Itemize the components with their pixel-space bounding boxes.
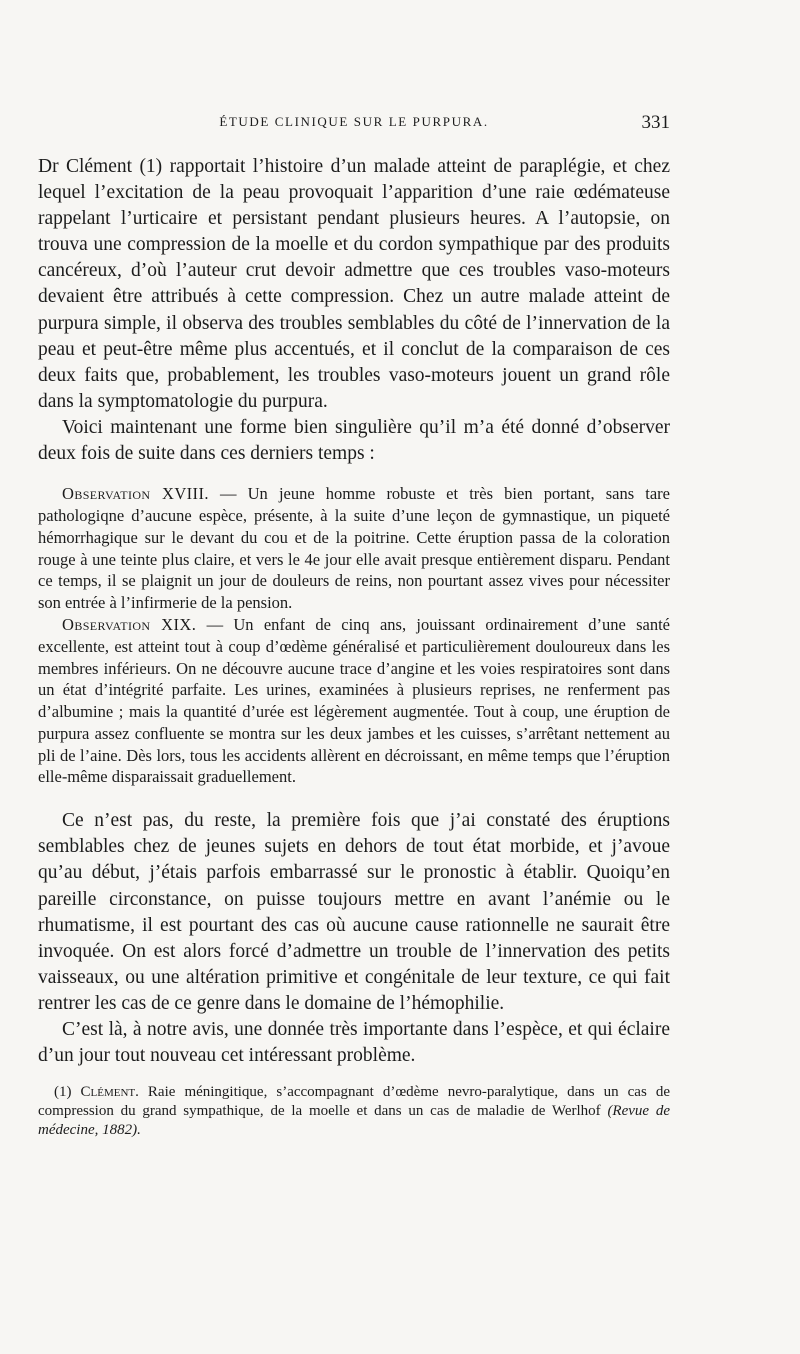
page-number: 331	[641, 112, 670, 133]
paragraph-clement: Dr Clément (1) rapportait l’histoire d’un malade atteint de paraplégie, et chez lequel l’excitation de la peau provoquait l’apparition d’une raie œdémateuse rappelant l’urticaire et persistant pendant plusieurs heures. A l’autopsie, on trouva une compression de la moelle et du cordon sympathique par des produits cancéreux, d’où l’auteur crut devoir admettre que ces troubles vaso-moteurs devaient être attribués à cette compression. Chez un autre malade atteint de purpura simple, il observa des troubles semblables du côté de l’innervation de la peau et peut-être même plus accentués, et il conclut de la comparaison de ces deux faits que, probablement, les troubles vaso-moteurs jouent un grand rôle dans la symptomatologie du purpura.	[38, 156, 670, 412]
observation-xix	[38, 614, 670, 788]
paragraph-conclusion: C’est là, à notre avis, une donnée très importante dans l’espèce, et qui éclaire d’un jour tout nouveau cet intéressant problème.	[38, 1019, 670, 1067]
running-head	[38, 112, 670, 132]
footnote-marker: (1)	[54, 1084, 72, 1101]
observation-xviii	[38, 483, 670, 614]
paragraph-eruptions: Ce n’est pas, du reste, la première fois que j’ai constaté des éruptions semblables chez de jeunes sujets en dehors de tout état morbide, et j’avoue qu’au début, j’étais parfois embarrassé sur le pronostic à établir. Quoiqu’en pareille circonstance, on puisse toujours mettre en avant l’anémie ou le rhumatisme, il est pourtant des cas où aucune cause rationnelle ne saurait être invoquée. On est alors forcé d’admettre un trouble de l’innervation des petits vaisseaux, ou une altération primitive et congénitale de leur texture, ce qui fait rentrer les cas de ce genre dans le domaine de l’hémophilie.	[38, 810, 670, 1014]
observations	[38, 483, 670, 788]
footnote-title: Raie méningitique, s’accompagnant d’œdème nevro-paralytique, dans un cas de compression du grand sympathique, de la moelle et dans un cas de maladie de Werlhof	[38, 1084, 670, 1120]
paragraph-intro-observations: Voici maintenant une forme bien singulière qu’il m’a été donné d’observer deux fois de suite dans ces derniers temps :	[38, 416, 670, 465]
footnote-author: Clément.	[80, 1084, 139, 1101]
footnote-text	[38, 1083, 670, 1140]
section-gap	[38, 788, 670, 808]
observation-heading: Observation XIX.	[62, 614, 197, 634]
observation-text: — Un jeune homme robuste et très bien portant, sans tare pathologiqne d’aucune espèce, présente, à la suite d’une leçon de gymnastique, un piqueté hémorrhagique sur le devant du cou et de la poitrine. Cette éruption passa de la coloration rouge à une teinte plus claire, et vers le 4e jour elle avait presque entièrement disparu. Pendant ce temps, il se plaignit un jour de douleurs de reins, non pourtant assez vives pour nécessiter son entrée à l’infirmerie de la pension.	[38, 484, 670, 613]
footnote	[38, 1083, 670, 1140]
running-title: ÉTUDE CLINIQUE SUR LE PURPURA.	[219, 114, 489, 129]
observation-heading: Observation XVIII.	[62, 484, 209, 504]
observation-text: — Un enfant de cinq ans, jouissant ordinairement d’une santé excellente, est atteint tout à coup d’œdème généralisé et particulièrement douloureux dans les membres inférieurs. On ne découvre aucune trace d’angine et les voies respiratoires sont dans un état d’intégrité parfaite. Les urines, examinées à plusieurs reprises, ne renferment pas d’albumine ; mais la quantité d’urée est légèrement augmentée. Tout à coup, une éruption de purpura assez confluente se montra sur les deux jambes et les cuisses, s’arrêtant nettement au pli de l’aine. Dès lors, tous les accidents allèrent en décroissant, en même temps que l’éruption elle-même disparaissait graduellement.	[38, 614, 671, 787]
footnote-journal: (Revue de médecine, 1882).	[38, 1103, 670, 1139]
body-text	[38, 154, 670, 1140]
